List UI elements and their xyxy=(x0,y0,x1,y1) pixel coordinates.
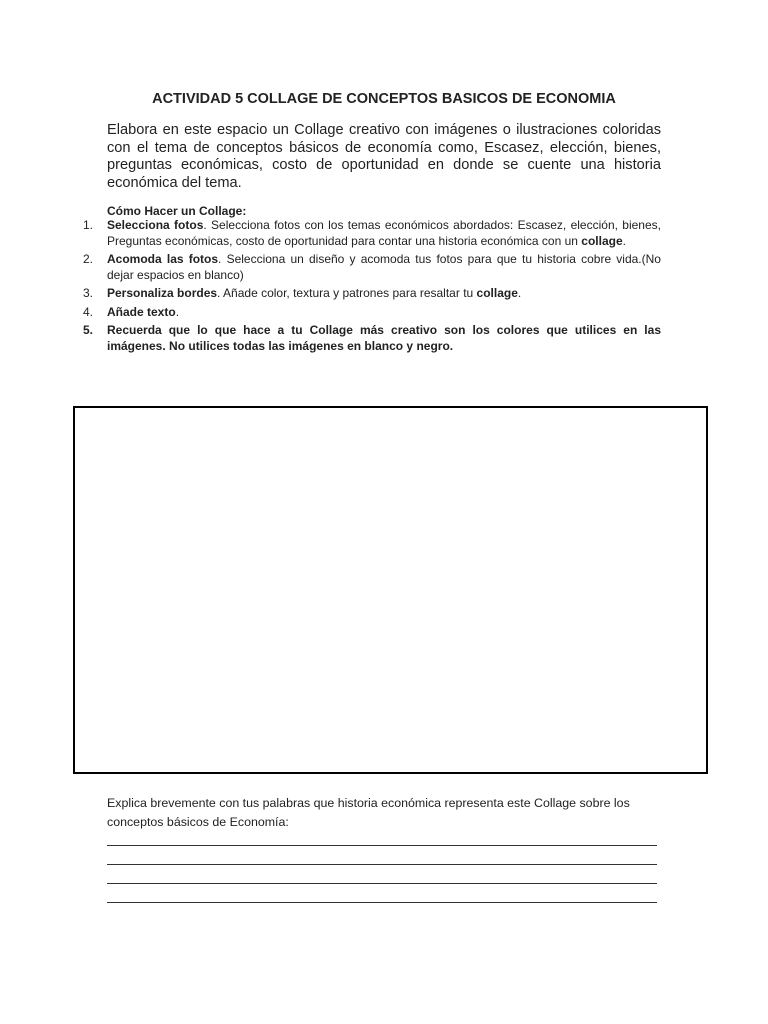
step-item xyxy=(78,286,661,302)
step-text: . Selecciona un diseño y acomoda tus fotos para que tu historia cobre vida.(No dejar espacios en blanco) xyxy=(107,252,661,282)
howto-heading: Cómo Hacer un Collage: xyxy=(107,204,247,218)
collage-area[interactable] xyxy=(73,406,708,774)
step-item xyxy=(78,252,661,283)
step-text: . xyxy=(175,304,180,319)
answer-line[interactable] xyxy=(107,845,657,846)
step-keyword: Añade texto xyxy=(107,304,176,319)
step-text: Recuerda que lo que hace a tu Collage más creativo son los colores que utilices en las imágenes. No utilices todas las imágenes en blanco y negro. xyxy=(107,323,661,353)
step-keyword: Selecciona fotos xyxy=(107,218,204,232)
step-keyword: Acomoda las fotos xyxy=(107,252,219,266)
step-number: 2. xyxy=(83,252,94,266)
step-item xyxy=(78,305,661,321)
step-keyword-2: collage xyxy=(476,286,518,300)
answer-line[interactable] xyxy=(107,902,657,903)
answer-line[interactable] xyxy=(107,864,657,865)
step-keyword-2: collage xyxy=(581,233,623,248)
step-number: 4. xyxy=(83,304,94,319)
step-item xyxy=(78,323,661,354)
answer-line[interactable] xyxy=(107,883,657,884)
steps-list xyxy=(78,218,661,357)
step-number: 1. xyxy=(83,218,94,232)
step-number: 3. xyxy=(83,286,94,300)
step-keyword: Personaliza bordes xyxy=(107,286,218,300)
step-text-2: . xyxy=(622,233,626,248)
step-number: 5. xyxy=(83,323,94,337)
explain-prompt: Explica brevemente con tus palabras que historia económica representa este Collage sobre los conceptos básicos de Economía: xyxy=(107,796,630,829)
step-text-2: . xyxy=(517,286,522,300)
step-item xyxy=(78,218,661,249)
step-text: . Selecciona fotos con los temas económicos abordados: Escasez, elección, bienes, Preguntas económicas, costo de oportunidad para contar una historia económica con un xyxy=(107,218,661,248)
step-text: . Añade color, textura y patrones para resaltar tu xyxy=(217,286,477,300)
intro-paragraph: Elabora en este espacio un Collage creativo con imágenes o ilustraciones coloridas con el tema de conceptos básicos de economía como, Escasez, elección, bienes, preguntas económicas, costo de oportunidad en donde se cuente una historia económica del tema. xyxy=(107,122,661,191)
page-title: ACTIVIDAD 5 COLLAGE DE CONCEPTOS BASICOS DE ECONOMIA xyxy=(152,91,616,107)
